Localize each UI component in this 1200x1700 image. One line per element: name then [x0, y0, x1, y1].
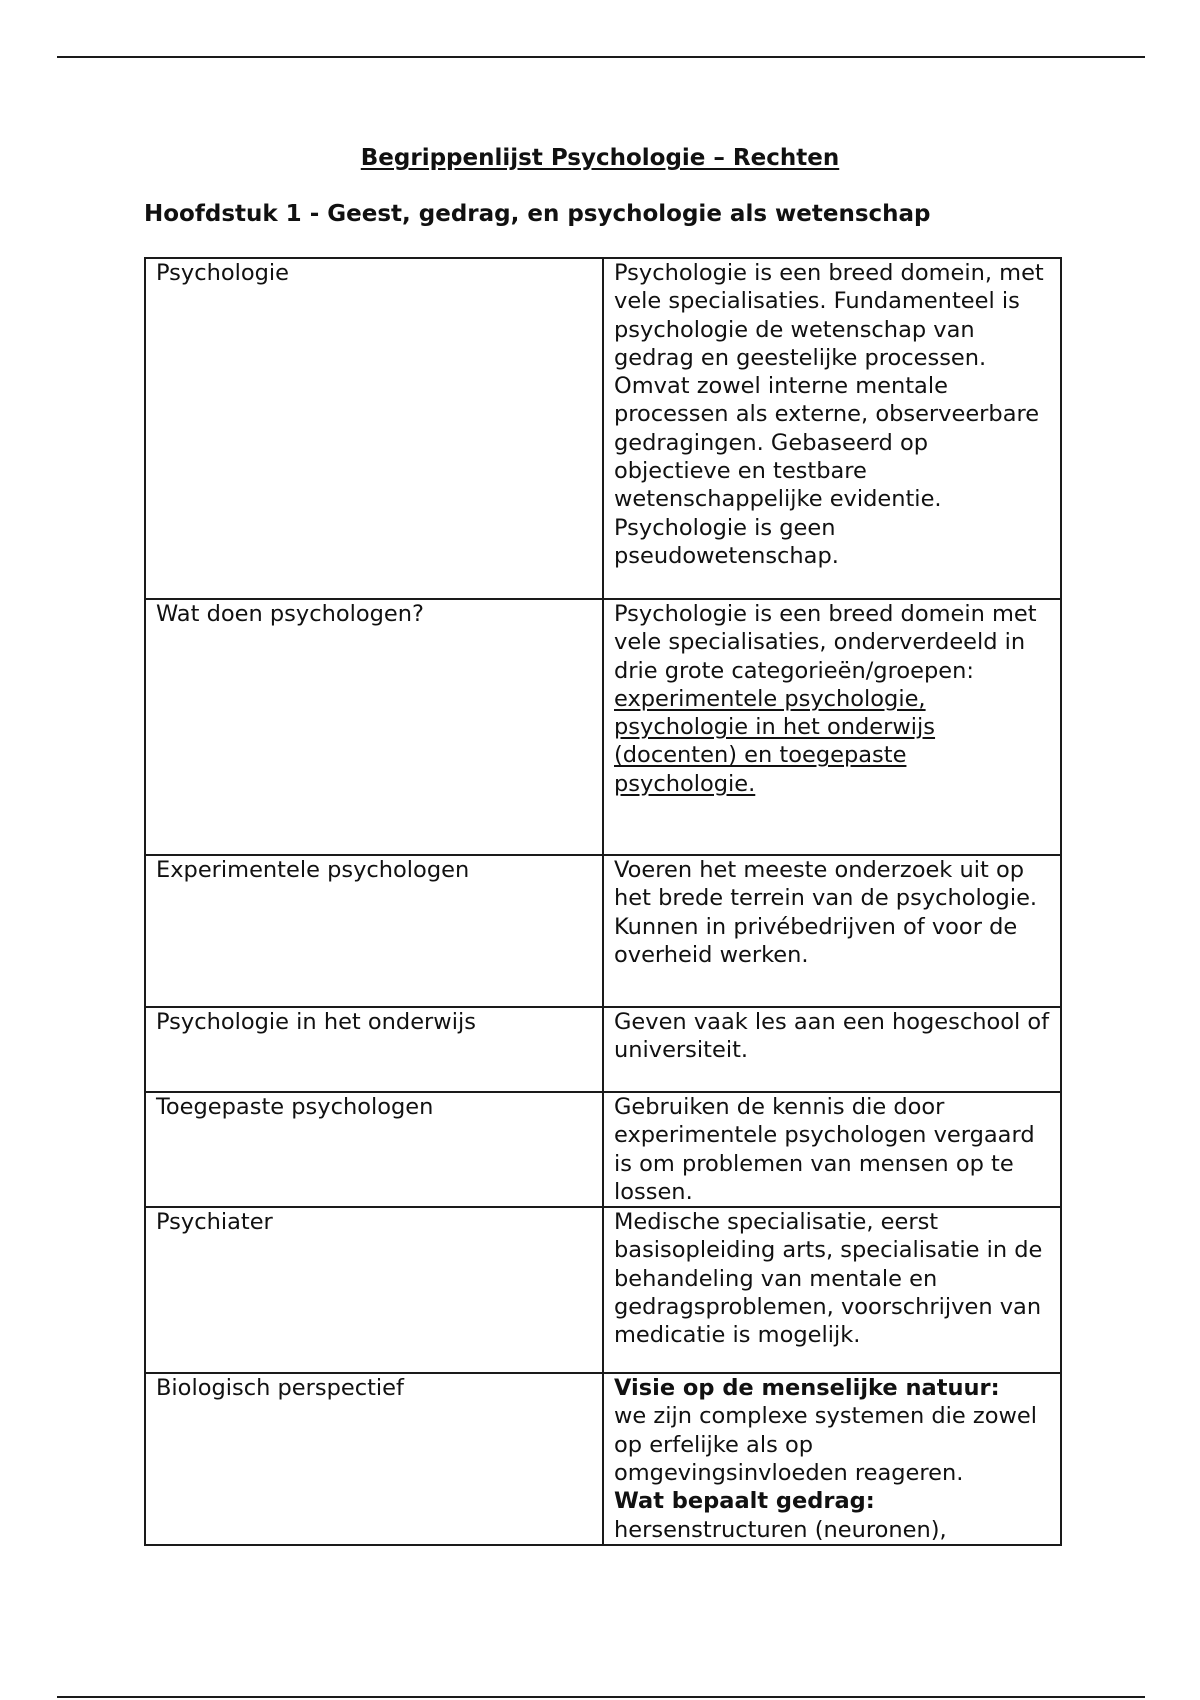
definition-line: Voeren het meeste onderzoek uit op het brede terrein van de psychologie.	[614, 857, 1038, 912]
definition-cell	[603, 1373, 1061, 1545]
term-cell: Experimentele psychologen	[145, 855, 603, 1007]
definition-cell	[603, 855, 1061, 1007]
table-row	[145, 258, 1061, 599]
header-rule	[57, 56, 1145, 58]
term-cell: Toegepaste psychologen	[145, 1092, 603, 1207]
table-row	[145, 1007, 1061, 1092]
definition-cell: Gebruiken de kennis die door experimentele psychologen vergaard is om problemen van mensen op te lossen.	[603, 1092, 1061, 1207]
definition-line: Kunnen in privébedrijven of voor de overheid werken.	[614, 913, 1018, 968]
term-cell: Wat doen psychologen?	[145, 599, 603, 855]
table-row	[145, 1092, 1061, 1207]
definition-label: Wat bepaalt gedrag:	[614, 1488, 875, 1515]
definition-text: we zijn complexe systemen die zowel op erfelijke als op omgevingsinvloeden reageren.	[614, 1403, 1037, 1487]
definition-cell: Psychologie is een breed domein, met vele specialisaties. Fundamenteel is psychologie de wetenschap van gedrag en geestelijke processen. Omvat zowel interne mentale processen als externe, observeerbare gedragingen. Gebaseerd op objectieve en testbare wetenschappelijke evidentie. Psychologie is geen pseudowetenschap.	[603, 258, 1061, 599]
table-row	[145, 599, 1061, 855]
definition-text: Psychologie is een breed domein met vele specialisaties, onderverdeeld in drie grote categorieën/groepen:	[614, 601, 1037, 684]
term-cell: Biologisch perspectief	[145, 1373, 603, 1545]
term-cell: Psychologie	[145, 258, 603, 599]
terms-table	[144, 257, 1062, 1546]
table-row	[145, 855, 1061, 1007]
table-row	[145, 1207, 1061, 1373]
document-title: Begrippenlijst Psychologie – Rechten	[360, 145, 840, 171]
table-row	[145, 1373, 1061, 1545]
definition-cell	[603, 599, 1061, 855]
definition-text: hersenstructuren (neuronen),	[614, 1516, 947, 1543]
definition-label: Visie op de menselijke natuur:	[614, 1375, 1000, 1402]
chapter-heading: Hoofdstuk 1 - Geest, gedrag, en psychologie als wetenschap	[144, 201, 931, 227]
definition-cell: Geven vaak les aan een hogeschool of universiteit.	[603, 1007, 1061, 1092]
term-cell: Psychiater	[145, 1207, 603, 1373]
definition-cell: Medische specialisatie, eerst basisopleiding arts, specialisatie in de behandeling van mentale en gedragsproblemen, voorschrijven van medicatie is mogelijk.	[603, 1207, 1061, 1373]
term-cell: Psychologie in het onderwijs	[145, 1007, 603, 1092]
underlined-definition-text: experimentele psychologie, psychologie in het onderwijs (docenten) en toegepaste psychologie.	[614, 685, 936, 797]
footer-rule	[57, 1696, 1145, 1698]
